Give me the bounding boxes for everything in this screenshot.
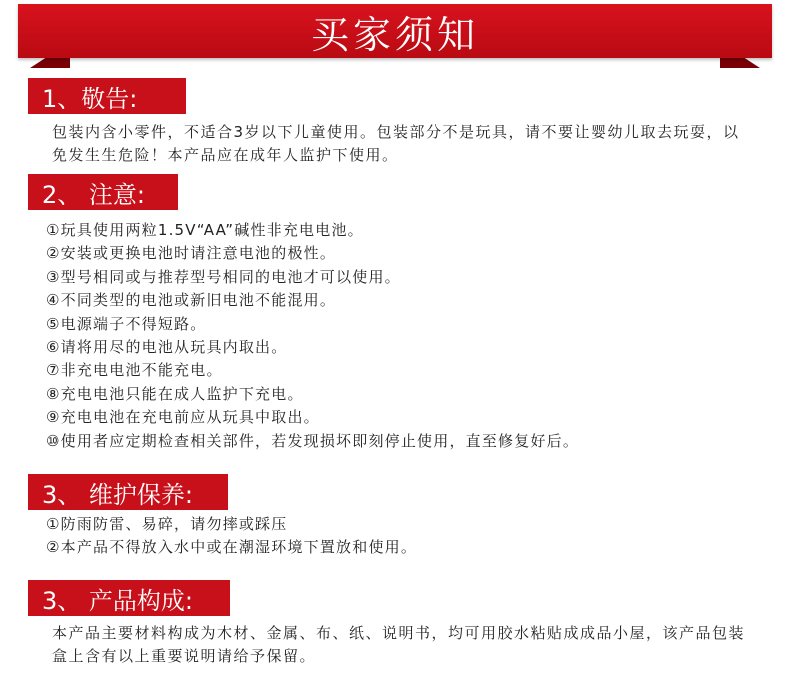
list-item: ②本产品不得放入水中或在潮湿环境下置放和使用。 — [46, 538, 418, 557]
list-item: ②安装或更换电池时请注意电池的极性。 — [46, 244, 337, 263]
page-title: 买家须知 — [310, 12, 479, 57]
section-heading-notice: 2、 注意: — [28, 174, 178, 210]
list-item: ⑧充电电池只能在成人监护下充电。 — [46, 384, 304, 403]
banner-ribbon — [18, 4, 772, 58]
list-item: ⑤电源端子不得短路。 — [46, 314, 207, 333]
list-item: ⑦非充电电池不能充电。 — [46, 361, 223, 380]
list-item: ①防雨防雷、易碎，请勿摔或踩压 — [46, 515, 288, 533]
list-item: ⑨充电电池在充电前应从玩具中取出。 — [46, 408, 320, 427]
notice-list — [46, 219, 579, 453]
section-heading-maintenance: 3、 维护保养: — [28, 474, 228, 510]
list-item: ⑥请将用尽的电池从玩具内取出。 — [46, 338, 288, 357]
list-item: ④不同类型的电池或新旧电池不能混用。 — [46, 291, 337, 310]
maintenance-list — [46, 513, 417, 560]
section-heading-warning: 1、敬告: — [28, 78, 186, 114]
list-item: ⑩使用者应定期检查相关部件，若发现损坏即刻停止使用，直至修复好后。 — [46, 431, 580, 450]
composition-text: 本产品主要材料构成为木材、金属、布、纸、说明书，均可用胶水粘贴成成品小屋，该产品包装盒上含有以上重要说明请给予保留。 — [52, 624, 746, 665]
list-item: ①玩具使用两粒1.5V“AA”碱性非充电电池。 — [46, 221, 364, 239]
section-heading-composition: 3、 产品构成: — [28, 580, 230, 616]
warning-text: 包装内含小零件，不适合3岁以下儿童使用。包装部分不是玩具，请不要让婴幼儿取去玩耍，以免发生生危险！本产品应在成年人监护下使用。 — [52, 123, 740, 164]
list-item: ③型号相同或与推荐型号相同的电池才可以使用。 — [46, 267, 401, 286]
title-banner — [0, 0, 790, 80]
